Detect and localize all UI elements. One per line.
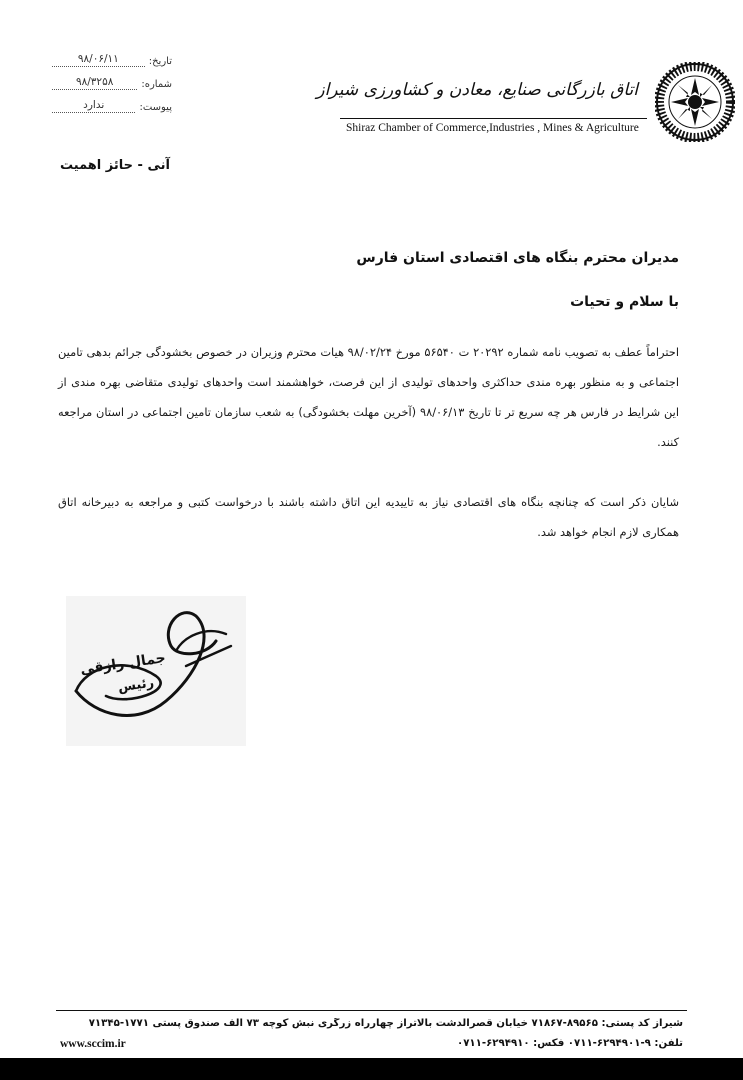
greeting-line: با سلام و تحیات [570, 294, 679, 310]
footer-phones: تلفن: ۹-۶۲۹۴۹۰۱-۰۷۱۱ فکس: ۶۲۹۴۹۱۰-۰۷۱۱ [456, 1038, 683, 1049]
number-label: شماره: [141, 79, 172, 90]
bottom-bar [0, 1058, 743, 1080]
footer-contact [60, 1038, 683, 1050]
letter-meta [52, 44, 172, 113]
org-name-en: Shiraz Chamber of Commerce,Industries , Mines & Agriculture [346, 122, 639, 134]
number-value: ۹۸/۳۲۵۸ [52, 76, 137, 90]
attachment-row [52, 90, 172, 113]
org-name-fa: اتاق بازرگانی صنایع، معادن و کشاورزی شیراز [316, 80, 638, 100]
signer-title: رئیس [117, 675, 155, 696]
date-label: تاریخ: [148, 56, 172, 67]
chamber-logo-icon [655, 62, 735, 142]
signer-name: جمال رازقی [79, 650, 167, 678]
footer-address: شیراز کد پستی: ۸۹۵۶۵-۷۱۸۶۷ خیابان قصرالدشت بالاتراز چهارراه زرگری نبش کوچه ۷۳ الف صندوق پستی ۱۷۷۱-۷۱۳۴۵ [88, 1018, 683, 1029]
header-rule [340, 118, 647, 119]
priority-note: آنی - حائز اهمیت [60, 158, 170, 173]
attachment-label: پیوست: [139, 102, 172, 113]
recipient-line: مدیران محترم بنگاه های اقتصادی استان فارس [356, 250, 679, 266]
date-value: ۹۸/۰۶/۱۱ [52, 53, 145, 67]
body-paragraph-2: شایان ذکر است که چنانچه بنگاه های اقتصادی نیاز به تاییدیه این اتاق داشته باشند با درخواست کتبی و مراجعه به دبیرخانه اتاق همکاری لازم انجام خواهد شد. [58, 495, 679, 539]
body-paragraph-1: احتراماً عطف به تصویب نامه شماره ۲۰۲۹۲ ت ۵۶۵۴۰ مورخ ۹۸/۰۲/۲۴ هیات محترم وزیران در خصوص بخشودگی جرائم بدهی تامین اجتماعی و به منظور بهره مندی حداکثری واحدهای تولیدی از این فرصت، خواهشمند است واحدهای تولیدی متقاضی بهره مندی از این شرایط در فارس هر چه سریع تر تا تاریخ ۹۸/۰۶/۱۳ (آخرین مهلت بخشودگی) به شعب سازمان تامین اجتماعی در استان مراجعه کنند. [58, 345, 679, 449]
number-row [52, 67, 172, 90]
date-row [52, 44, 172, 67]
footer-website-link[interactable]: www.sccim.ir [60, 1038, 126, 1050]
attachment-value: ندارد [52, 99, 135, 113]
footer-rule [56, 1010, 687, 1011]
